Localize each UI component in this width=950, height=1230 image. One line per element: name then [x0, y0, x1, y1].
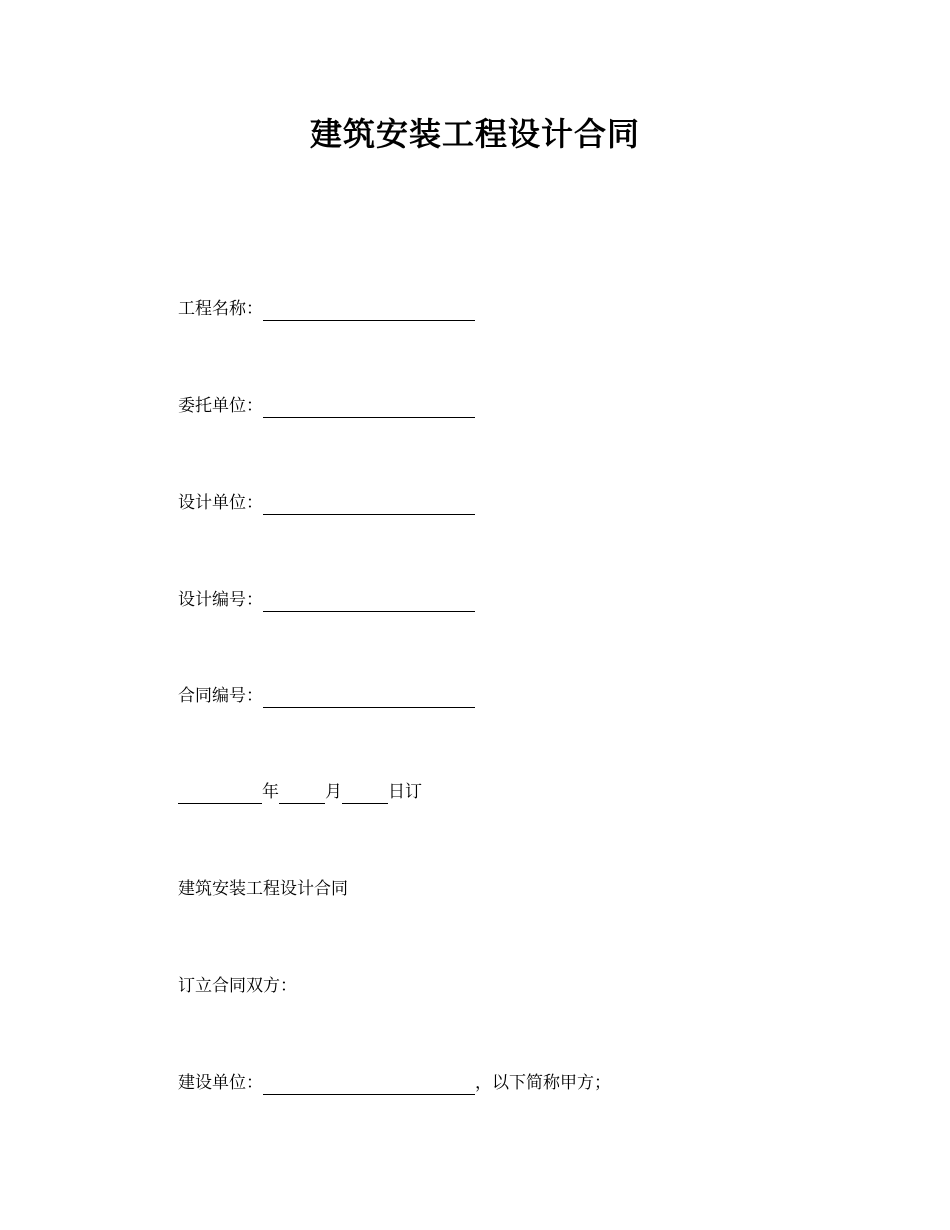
- party-a-suffix: ，以下简称甲方；: [475, 1073, 611, 1093]
- contract-number-line: [178, 684, 475, 708]
- client-blank[interactable]: [263, 397, 475, 418]
- contract-subtitle: [178, 877, 348, 901]
- design-number-label: 设计编号：: [178, 590, 263, 610]
- design-number-line: [178, 588, 475, 612]
- day-blank[interactable]: [342, 783, 388, 804]
- contract-subtitle-text: 建筑安装工程设计合同: [178, 879, 348, 899]
- date-line: [178, 780, 422, 804]
- project-name-line: [178, 297, 475, 321]
- project-name-label: 工程名称：: [178, 299, 263, 319]
- parties-heading: [178, 974, 297, 998]
- document-title: 建筑安装工程设计合同: [309, 115, 640, 153]
- day-label: 日订: [388, 782, 422, 802]
- party-a-blank[interactable]: [263, 1074, 475, 1095]
- client-line: [178, 394, 475, 418]
- party-a-line: [178, 1071, 611, 1095]
- project-name-blank[interactable]: [263, 300, 475, 321]
- month-blank[interactable]: [279, 783, 325, 804]
- party-a-label: 建设单位：: [178, 1073, 263, 1093]
- designer-label: 设计单位：: [178, 493, 263, 513]
- design-number-blank[interactable]: [263, 591, 475, 612]
- contract-number-blank[interactable]: [263, 687, 475, 708]
- year-blank[interactable]: [178, 783, 262, 804]
- year-label: 年: [262, 782, 279, 802]
- contract-number-label: 合同编号：: [178, 686, 263, 706]
- client-label: 委托单位：: [178, 396, 263, 416]
- designer-blank[interactable]: [263, 494, 475, 515]
- month-label: 月: [325, 782, 342, 802]
- parties-heading-text: 订立合同双方：: [178, 976, 297, 996]
- designer-line: [178, 491, 475, 515]
